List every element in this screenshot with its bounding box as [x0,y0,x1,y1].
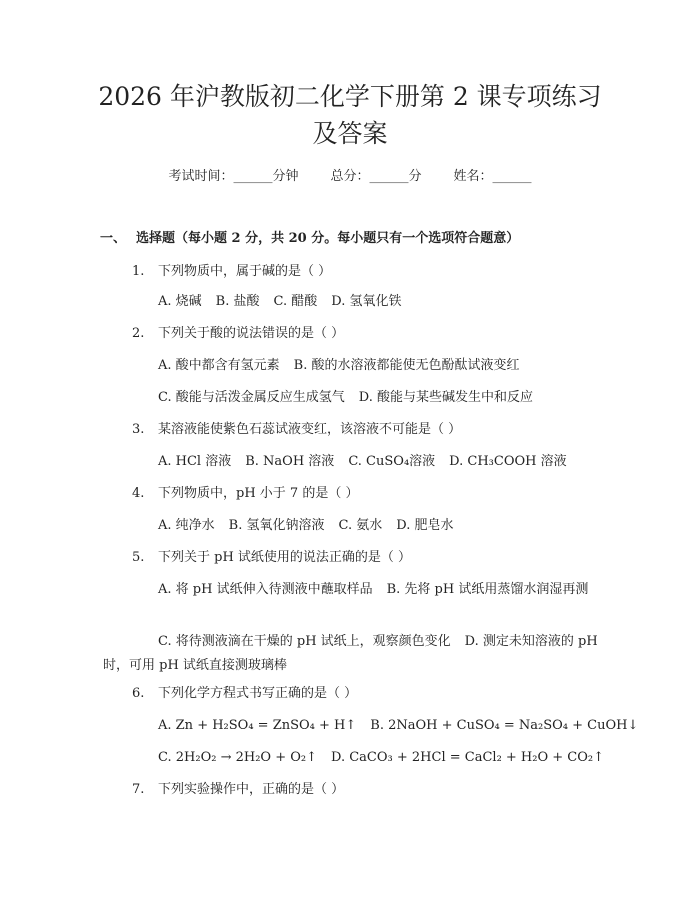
option-c: C. 2H₂O₂ → 2H₂O + O₂↑ [158,750,317,765]
question-stem: 下列实验操作中，正确的是（ ） [158,782,345,797]
question-number: 5. [132,550,145,565]
question-3 [132,420,461,440]
exam-time: 考试时间：______分钟 [168,169,299,184]
option-a: A. 纯净水 [158,518,215,533]
section-number: 一、 [100,231,127,246]
question-stem: 下列关于酸的说法错误的是（ ） [158,326,345,341]
exam-student-name: 姓名：______ [453,169,532,184]
option-d: D. CaCO₃ + 2HCl = CaCl₂ + H₂O + CO₂↑ [331,750,605,765]
document-title [40,78,660,152]
option-c: C. 将待测液滴在干燥的 pH 试纸上，观察颜色变化 [158,634,451,649]
option-c: C. CuSO₄溶液 [348,454,436,469]
exam-info [0,167,700,187]
option-d: D. 测定未知溶液的 pH 时，可用 pH 试纸直接测玻璃棒 [103,634,598,673]
question-3-options [158,452,567,472]
option-d: D. 酸能与某些碱发生中和反应 [358,390,533,405]
question-7 [132,780,344,800]
option-d: D. 氢氧化铁 [331,294,402,309]
option-d: D. 肥皂水 [396,518,454,533]
section-title: 选择题（每小题 2 分，共 20 分。每小题只有一个选项符合题意） [136,231,520,246]
question-2-options-row-1 [158,356,519,376]
option-c: C. 醋酸 [273,294,318,309]
title-line-1: 2026 年沪教版初二化学下册第 2 课专项练习 [98,82,602,111]
question-number: 1. [132,264,145,279]
question-5-options-cd [103,630,603,678]
option-b: B. 盐酸 [215,294,260,309]
option-a: A. Zn + H₂SO₄ = ZnSO₄ + H↑ [158,718,357,733]
question-number: 4. [132,486,145,501]
option-b: B. 酸的水溶液都能使无色酚酞试液变红 [293,358,520,373]
question-number: 7. [132,782,145,797]
question-2-options-row-2 [158,388,533,408]
option-d: D. CH₃COOH 溶液 [449,454,567,469]
option-b: B. 氢氧化钠溶液 [228,518,325,533]
question-4-options [158,516,453,536]
question-6-options-row-2 [158,748,604,768]
question-5 [132,548,411,568]
question-stem: 下列化学方程式书写正确的是（ ） [158,686,358,701]
option-b: B. 2NaOH + CuSO₄ = Na₂SO₄ + CuOH↓ [370,718,639,733]
option-b: B. NaOH 溶液 [245,454,335,469]
question-4 [132,484,358,504]
exam-total-score: 总分：______分 [330,169,422,184]
option-b: B. 先将 pH 试纸用蒸馏水润湿再测 [386,582,589,597]
option-c: C. 氨水 [338,518,383,533]
option-a: A. 将 pH 试纸伸入待测液中蘸取样品 [158,582,373,597]
question-number: 3. [132,422,145,437]
section-heading [100,229,519,249]
question-2 [132,324,344,344]
question-number: 6. [132,686,145,701]
question-stem: 下列物质中，属于碱的是（ ） [158,264,332,279]
question-6-options-row-1 [158,716,638,736]
question-5-options-ab [103,578,603,602]
question-stem: 某溶液能使紫色石蕊试液变红，该溶液不可能是（ ） [158,422,462,437]
question-stem: 下列关于 pH 试纸使用的说法正确的是（ ） [158,550,412,565]
option-c: C. 酸能与活泼金属反应生成氢气 [158,390,345,405]
option-a: A. 酸中都含有氢元素 [158,358,280,373]
question-6 [132,684,357,704]
option-a: A. HCl 溶液 [158,454,232,469]
question-1-options [158,292,401,312]
option-a: A. 烧碱 [158,294,202,309]
question-number: 2. [132,326,145,341]
question-1 [132,262,331,282]
title-line-2: 及答案 [312,119,388,148]
question-stem: 下列物质中，pH 小于 7 的是（ ） [158,486,359,501]
